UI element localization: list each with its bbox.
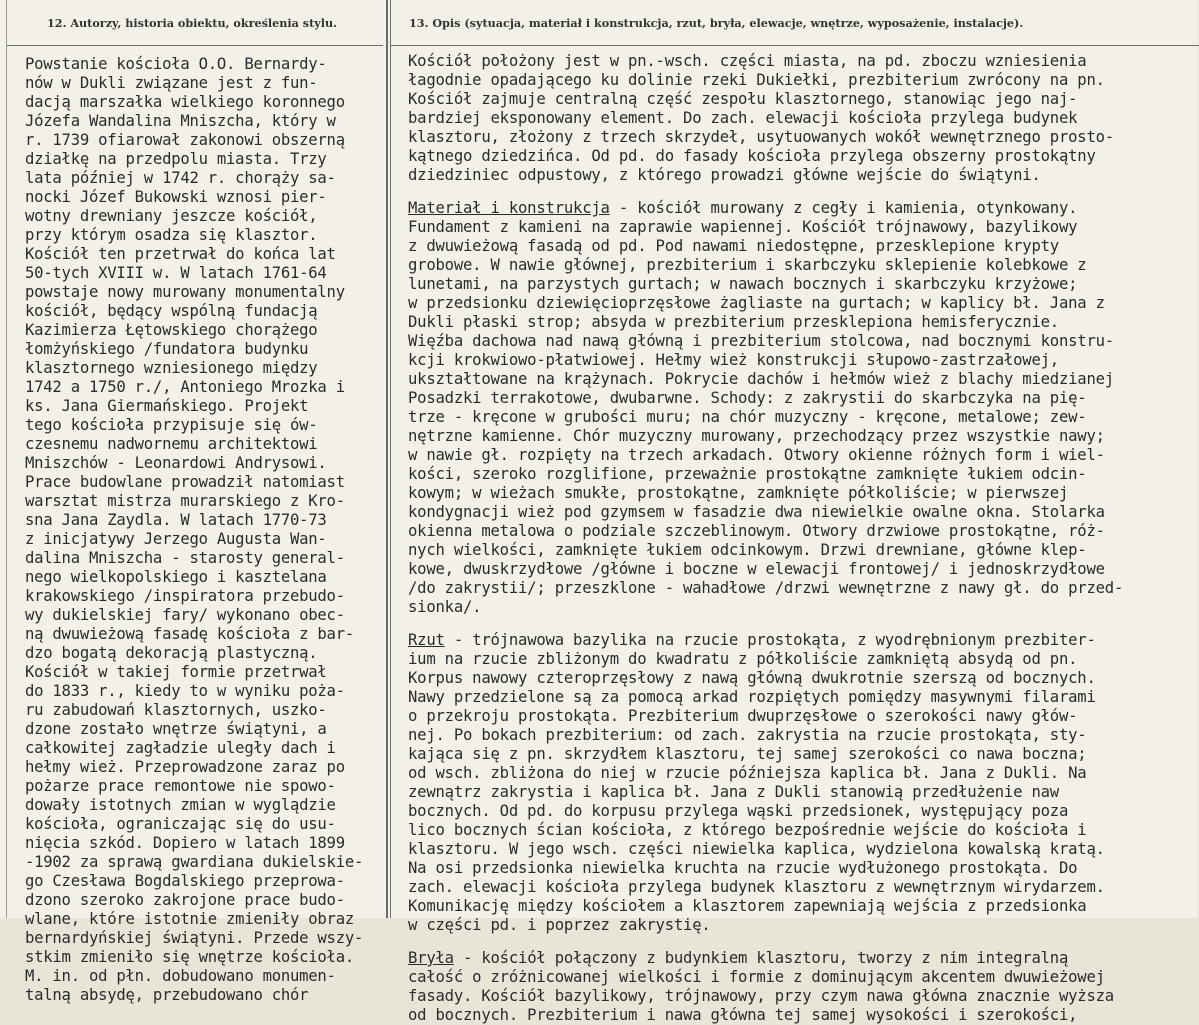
text-line: kcji krokwiowo-płatwiowej. Hełmy wież konstrukcji słupowo-zastrzałowej, <box>408 351 1059 369</box>
description-text <box>408 52 1198 1025</box>
text-line: 1742 a 1750 r./, Antoniego Mrozka i <box>25 378 345 396</box>
text-line: od wsch. zbliżona do niej w rzucie późniejsza kaplica bł. Jana z Dukli. Na <box>408 764 1087 782</box>
text-line: klasztoru, złożony z trzech skrzydeł, usytuowanych wokół wewnętrznego prosto- <box>408 128 1114 146</box>
paragraph <box>408 949 1198 1025</box>
text-line: ium na rzucie zbliżonym do kwadratu z półkoliście zamkniętą absydą od pn. <box>408 650 1078 668</box>
text-line: Prace budowlane prowadził natomiast <box>25 473 345 491</box>
text-line: nów w Dukli związane jest z fun- <box>25 74 318 92</box>
right-column-header: 13. Opis (sytuacja, materiał i konstrukcja, rzut, bryła, elewacje, wnętrze, wyposażenie, instalacje). <box>391 0 1199 46</box>
text-line <box>408 199 1198 218</box>
text-line: dziedziniec odpustowy, z którego prowadzi główne wejście do świątyni. <box>408 166 1041 184</box>
text-line: M. in. od płn. dobudowano monumen- <box>25 967 336 985</box>
text-line <box>408 949 1198 968</box>
text-line: ną dwuwieżową fasadę kościoła z bar- <box>25 625 354 643</box>
line-text: - kościół murowany z cegły i kamienia, otynkowany. <box>609 199 1078 217</box>
text-line: kowe, dwuskrzydłowe /główne i boczne w elewacji frontowej/ i jednoskrzydłowe <box>408 560 1105 578</box>
text-line: sionka/. <box>408 598 482 616</box>
text-line: z inicjatywy Jerzego Augusta Wan- <box>25 530 327 548</box>
text-line: o przekroju prostokąta. Prezbiterium dwuprzęsłowe o szerokości nawy głów- <box>408 707 1078 725</box>
section-heading: Materiał i konstrukcja <box>408 199 610 217</box>
text-line: Posadzki terrakotowe, dwubarwne. Schody: z zakrystii do skarbczyka na pię- <box>408 389 1087 407</box>
text-line: od bocznych. Prezbiterium i nawa główna tej samej wysokości i szerokości, <box>408 1006 1078 1024</box>
text-line: pożarze prace remontowe nie spowo- <box>25 777 336 795</box>
text-line: grobowe. W nawie głównej, prezbiterium i skarbczyku sklepienie kolebkowe z <box>408 256 1087 274</box>
text-line: sna Jana Zaydla. W latach 1770-73 <box>25 511 327 529</box>
left-column <box>6 0 383 1004</box>
text-line: nocki Józef Bukowski wznosi pier- <box>25 188 327 206</box>
text-line: 50-tych XVIII w. W latach 1761-64 <box>25 264 327 282</box>
section-heading: Rzut <box>408 631 445 649</box>
text-line: go Czesława Bogdalskiego przeprowa- <box>25 872 345 890</box>
text-line: lunetami, na parzystych gurtach; w nawach bocznych i skarbczyku krzyżowe; <box>408 275 1078 293</box>
text-line: dzo bogatą dekoracją plastyczną. <box>25 644 318 662</box>
text-line: stkim zmieniło się wnętrze kościoła. <box>25 948 354 966</box>
text-line: dzone zostało wnętrze świątyni, a <box>25 720 327 738</box>
text-line: całkowitej zagładzie uległy dach i <box>25 739 336 757</box>
text-line: bocznych. Od pd. do korpusu przylega wąski przedsionek, występujący poza <box>408 802 1069 820</box>
text-line: bardziej eksponowany element. Do zach. elewacji kościoła przylega budynek <box>408 109 1078 127</box>
text-line: łagodnie opadającego ku dolinie rzeki Dukiełki, prezbiterium zwrócony na pn. <box>408 71 1105 89</box>
text-line: w nawie gł. rozpięty na trzech arkadach. Otwory okienne różnych form i wiel- <box>408 446 1105 464</box>
text-line: wy dukielskiej fary/ wykonano obec- <box>25 606 345 624</box>
text-line: lico bocznych ścian kościoła, z którego bezpośrednie wejście do kościoła i <box>408 821 1087 839</box>
text-line: kająca się z pn. skrzydłem klasztoru, tej samej szerokości co nawa boczna; <box>408 745 1087 763</box>
text-line: Korpus nawowy czteroprzęsłowy z nawą główną dwukrotnie szerszą od bocznych. <box>408 669 1096 687</box>
text-line: Kościół w takiej formie przetrwał <box>25 663 327 681</box>
text-line: hełmy wież. Przeprowadzone zaraz po <box>25 758 345 776</box>
text-line: Komunikację między kościołem a klasztorem zapewniają wejścia z przedsionka <box>408 897 1087 915</box>
left-column-header: 12. Autorzy, historia obiektu, określenia stylu. <box>7 0 383 46</box>
text-line: kościół, będący wspólną fundacją <box>25 302 318 320</box>
text-line: talną absydę, przebudowano chór <box>25 986 309 1004</box>
text-line: Kościół zajmuje centralną część zespołu klasztornego, stanowiąc jego naj- <box>408 90 1078 108</box>
text-line: wotny drewniany jeszcze kościół, <box>25 207 318 225</box>
text-line: Kazimierza Łętowskiego chorążego <box>25 321 318 339</box>
text-line: klasztoru. W jego wsch. części niewielka kaplica, wydzielona kowalską kratą. <box>408 840 1105 858</box>
text-line: czesnemu nadwornemu architektowi <box>25 435 318 453</box>
text-line: r. 1739 ofiarował zakonowi obszerną <box>25 131 345 149</box>
text-line: fasady. Kościół bazylikowy, trójnawowy, przy czym nawa główna znacznie wyższa <box>408 987 1114 1005</box>
text-line: ks. Jana Giermańskiego. Projekt <box>25 397 309 415</box>
text-line: /do zakrystii/; przeszklone - wahadłowe /drzwi wewnętrzne z nawy gł. do przed- <box>408 579 1124 597</box>
text-line: wlane, które istotnie zmieniły obraz <box>25 910 354 928</box>
text-line: nięcia szkód. Dopiero w latach 1899 <box>25 834 345 852</box>
column-divider <box>386 0 388 918</box>
text-line: kości, szeroko rozglifione, przeważnie prostokątne zamknięte łukiem odcin- <box>408 465 1087 483</box>
text-line: dacją marszałka wielkiego koronnego <box>25 93 345 111</box>
text-line: dzono szeroko zakrojone prace budo- <box>25 891 345 909</box>
text-line: przy którym osadza się klasztor. <box>25 226 318 244</box>
text-line: Na osi przedsionka niewielka kruchta na rzucie wydłużonego prostokąta. Do <box>408 859 1078 877</box>
text-line: łomżyńskiego /fundatora budynku <box>25 340 309 358</box>
text-line: nej. Po bokach prezbiterium: od zach. zakrystia na rzucie prostokąta, sty- <box>408 726 1087 744</box>
text-line: -1902 za sprawą gwardiana dukielskie- <box>25 853 364 871</box>
text-line: lata później w 1742 r. chorąży sa- <box>25 169 336 187</box>
paragraph <box>408 52 1198 185</box>
text-line: Mniszchów - Leonardowi Andrysowi. <box>25 454 327 472</box>
text-line: w części pd. i poprzez zakrystię. <box>408 916 711 934</box>
line-text: - trójnawowa bazylika na rzucie prostokąta, z wyodrębnionym prezbiter- <box>444 631 1096 649</box>
text-line: nego wielkopolskiego i kasztelana <box>25 568 327 586</box>
text-line: kątnego dziedzińca. Od pd. do fasady kościoła przylega obszerny prostokątny <box>408 147 1096 165</box>
text-line: kościoła, ograniczając się do usu- <box>25 815 336 833</box>
paragraph <box>408 631 1198 935</box>
text-line: dalina Mniszcha - starosty general- <box>25 549 345 567</box>
text-line: Nawy przedzielone są za pomocą arkad rozpiętych pomiędzy masywnymi filarami <box>408 688 1096 706</box>
text-line: w przedsionku dziewięcioprzęsłowe żagliaste na gurtach; w kaplicy bł. Jana z <box>408 294 1105 312</box>
text-line: powstaje nowy murowany monumentalny <box>25 283 345 301</box>
section-heading: Bryła <box>408 949 454 967</box>
text-line: tego kościoła przypisuje się ów- <box>25 416 318 434</box>
text-line: Józefa Wandalina Mniszcha, który w <box>25 112 336 130</box>
text-line: zach. elewacji kościoła przylega budynek klasztoru z wewnętrznym wirydarzem. <box>408 878 1105 896</box>
line-text: - kościół połączony z budynkiem klasztoru, tworzy z nim integralną <box>453 949 1069 967</box>
text-line: nych wielkości, zamknięte łukiem odcinkowym. Drzwi drewniane, główne klep- <box>408 541 1087 559</box>
text-line: do 1833 r., kiedy to w wyniku poża- <box>25 682 345 700</box>
text-line: ukształtowane na krążynach. Pokrycie dachów i hełmów wież z blachy miedzianej <box>408 370 1114 388</box>
text-line: ru zabudowań klasztornych, uszko- <box>25 701 327 719</box>
right-column <box>390 0 1199 1024</box>
text-line <box>408 631 1198 650</box>
text-line: działkę na przedpolu miasta. Trzy <box>25 150 327 168</box>
text-line: Kościół ten przetrwał do końca lat <box>25 245 336 263</box>
text-line: klasztornego wzniesionego między <box>25 359 318 377</box>
paragraph <box>408 199 1198 617</box>
text-line: krakowskiego /inspiratora przebudo- <box>25 587 345 605</box>
text-line: bernardyńskiej świątyni. Przede wszy- <box>25 929 364 947</box>
text-line: okienna metalowa o podziale szczeblinowym. Otwory drzwiowe prostokątne, róż- <box>408 522 1105 540</box>
text-line: kowym; w wieżach smukłe, prostokątne, zamknięte półkoliście; w pierwszej <box>408 484 1069 502</box>
text-line: warsztat mistrza murarskiego z Kro- <box>25 492 345 510</box>
text-line: Dukli płaski strop; absyda w prezbiterium przesklepiona hemisferycznie. <box>408 313 1059 331</box>
history-text <box>25 55 385 1005</box>
text-line: Więźba dachowa nad nawą główną i prezbiterium stolcowa, nad bocznymi konstru- <box>408 332 1114 350</box>
text-line: zewnątrz zakrystia i kaplica bł. Jana z Dukli stanowią przedłużenie naw <box>408 783 1059 801</box>
text-line: Kościół położony jest w pn.-wsch. części miasta, na pd. zboczu wzniesienia <box>408 52 1087 70</box>
text-line: nętrzne kamienne. Chór muzyczny murowany, przechodzący przez wszystkie nawy; <box>408 427 1105 445</box>
text-line: trze - kręcone w grubości muru; na chór muzyczny - kręcone, metalowe; zew- <box>408 408 1087 426</box>
text-line: Powstanie kościoła O.O. Bernardy- <box>25 55 327 73</box>
text-line: całość o zróżnicowanej wielkości i formie z dominującym akcentem dwuwieżowej <box>408 968 1105 986</box>
text-line: Fundament z kamieni na zaprawie wapiennej. Kościół trójnawowy, bazylikowy <box>408 218 1078 236</box>
text-line: z dwuwieżową fasadą od pd. Pod nawami niedostępne, przesklepione krypty <box>408 237 1059 255</box>
text-line: dowały istotnych zmian w wyglądzie <box>25 796 336 814</box>
text-line: kondygnacji wież pod gzymsem w fasadzie dwa niewielkie owalne okna. Stolarka <box>408 503 1105 521</box>
